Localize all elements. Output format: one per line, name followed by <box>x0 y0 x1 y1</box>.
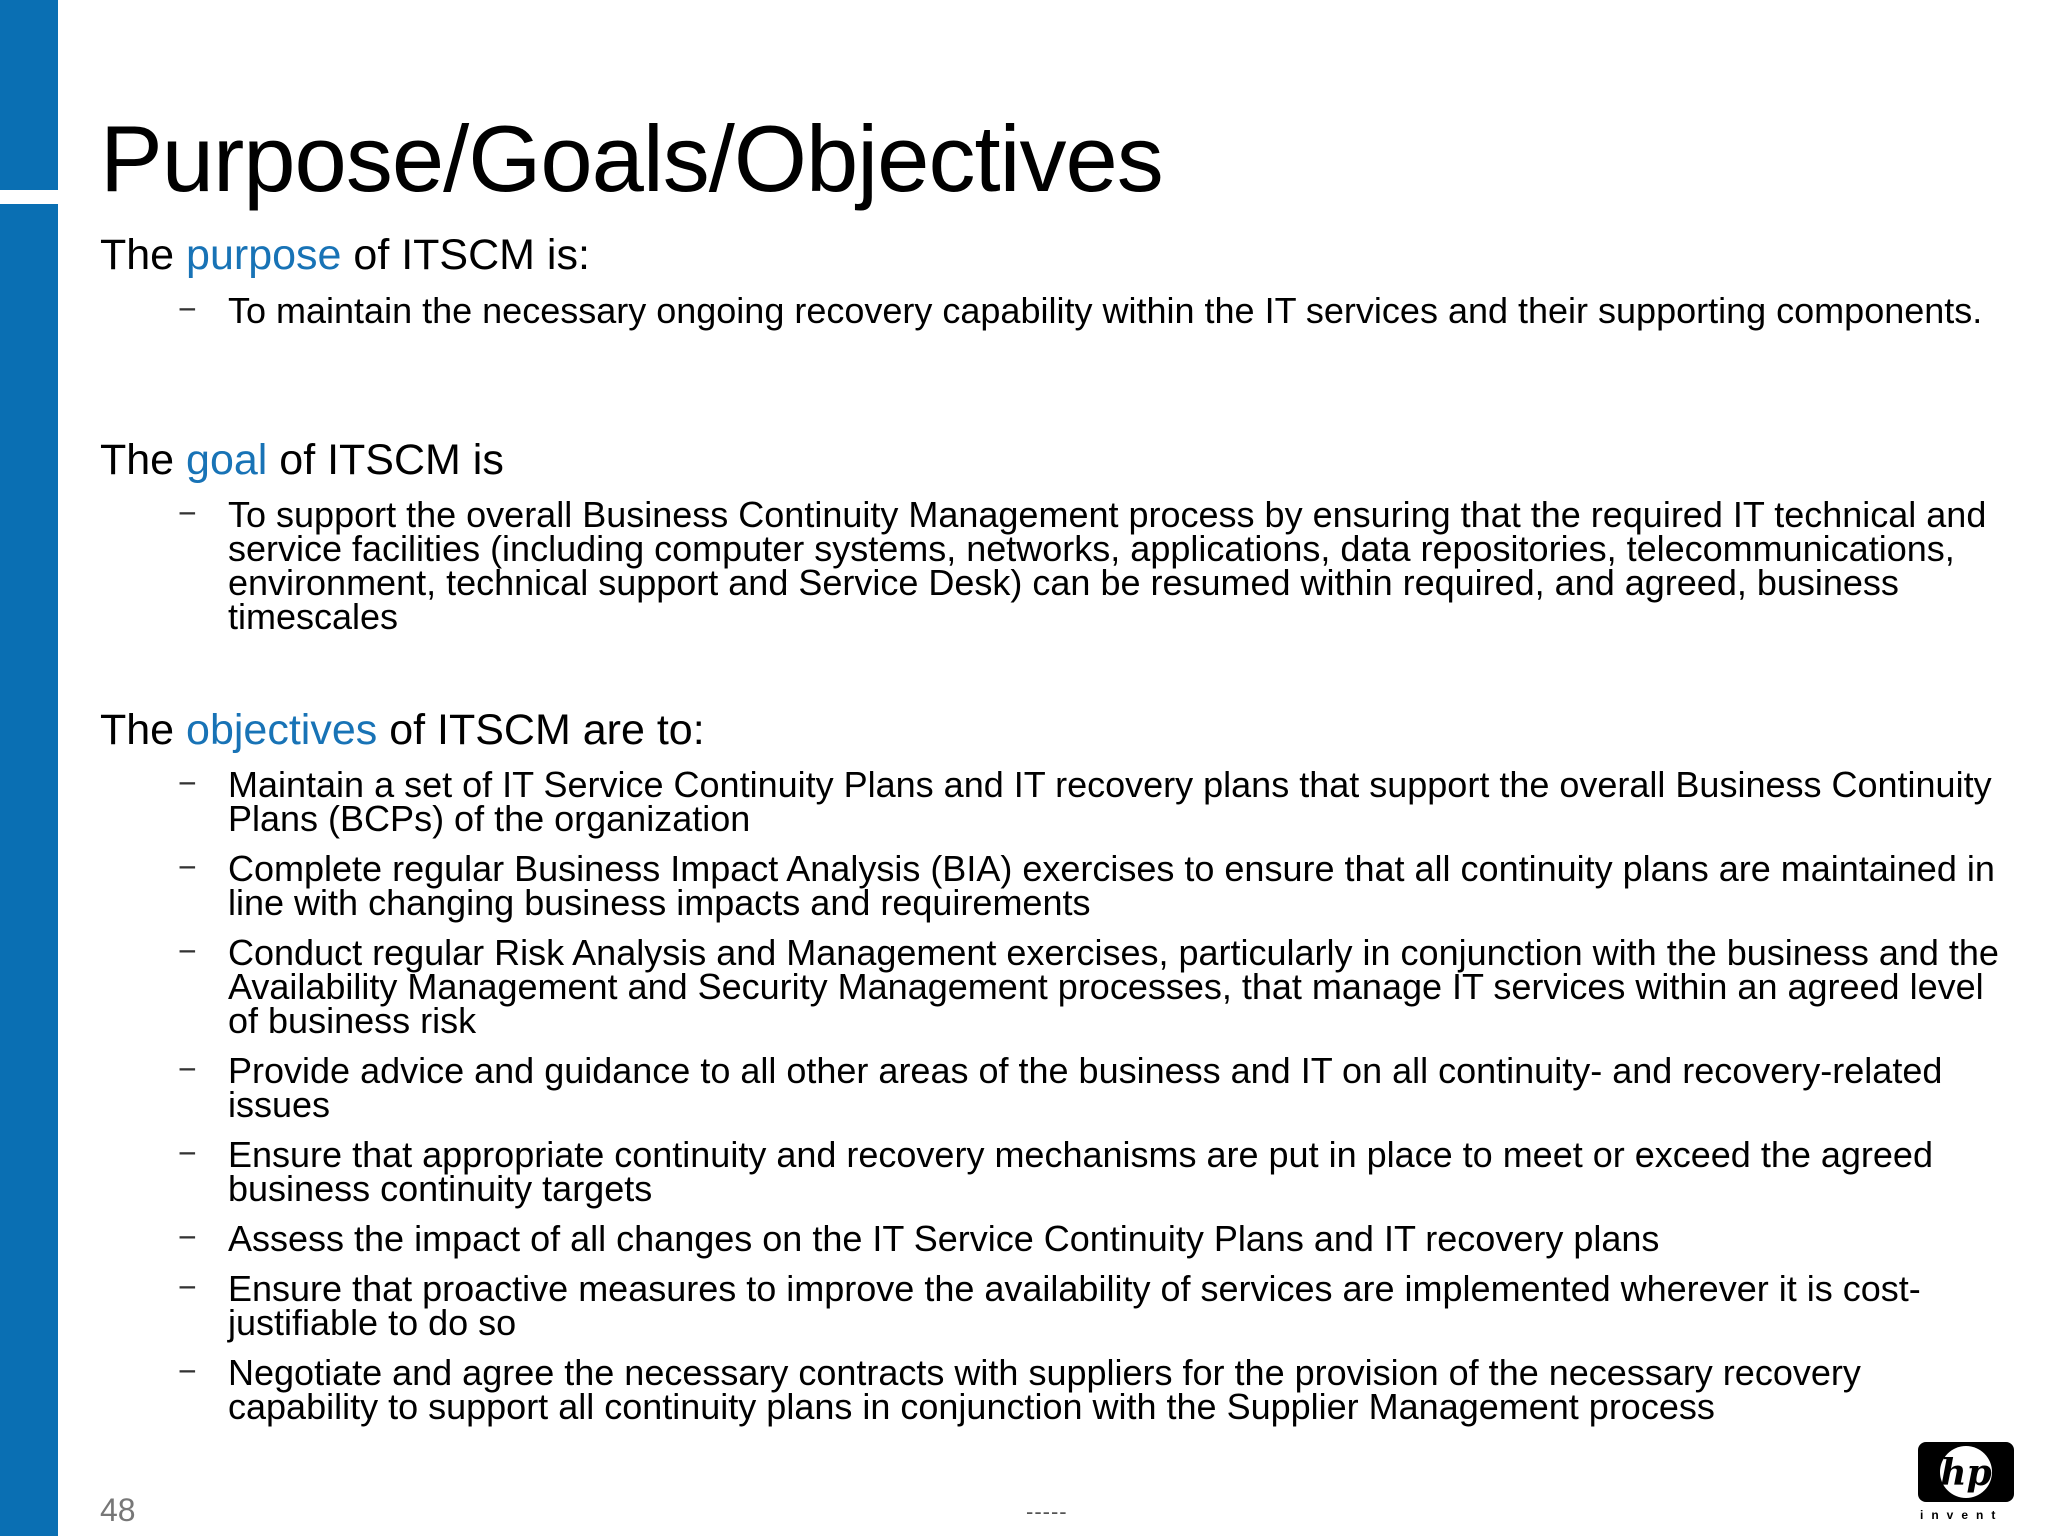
bullet-dash: − <box>178 1269 197 1305</box>
objective-text: Ensure that appropriate continuity and recovery mechanisms are put in place to meet or exceed the agreed business continuity targets <box>228 1134 1933 1209</box>
bullet-dash: − <box>178 933 197 969</box>
objective-item <box>178 1134 2018 1209</box>
bullet-dash: − <box>178 765 197 801</box>
goal-heading <box>100 435 504 485</box>
bullet-dash: − <box>178 1353 197 1389</box>
purpose-bullet-text: To maintain the necessary ongoing recovery capability within the IT services and their supporting components. <box>228 290 1983 331</box>
objective-item <box>178 1050 2018 1125</box>
objective-text: Maintain a set of IT Service Continuity Plans and IT recovery plans that support the overall Business Continuity Plans (BCPs) of the organization <box>228 764 1992 839</box>
objectives-heading-suffix: of ITSCM are to: <box>377 706 705 754</box>
bullet-dash: − <box>178 495 197 531</box>
objective-text: Negotiate and agree the necessary contracts with suppliers for the provision of the necessary recovery capability to support all continuity plans in conjunction with the Supplier Management process <box>228 1352 1861 1427</box>
goal-bullet-text: To support the overall Business Continuity Management process by ensuring that the required IT technical and service facilities (including computer systems, networks, applications, data repositories, telecommunications, environment, technical support and Service Desk) can be resumed within required, and agreed, business timescales <box>228 494 1987 637</box>
objectives-keyword: objectives <box>186 706 378 754</box>
bullet-dash: − <box>178 1135 197 1171</box>
goal-keyword: goal <box>186 436 268 484</box>
objective-text: Ensure that proactive measures to improve the availability of services are implemented wherever it is cost-justifiable to do so <box>228 1268 1921 1343</box>
purpose-heading-suffix: of ITSCM is: <box>341 231 590 279</box>
bullet-dash: − <box>178 291 197 327</box>
objective-text: Assess the impact of all changes on the IT Service Continuity Plans and IT recovery plans <box>228 1218 1660 1259</box>
goal-bullet <box>178 494 2018 637</box>
hp-logo-mark: hp <box>1940 1452 1992 1494</box>
objective-item <box>178 932 2018 1041</box>
purpose-heading-prefix: The <box>100 231 187 279</box>
objective-item <box>178 1268 2018 1343</box>
objective-item <box>178 1352 2018 1427</box>
purpose-keyword: purpose <box>186 231 342 279</box>
objective-item <box>178 764 2018 839</box>
objectives-heading <box>100 705 705 755</box>
objectives-heading-prefix: The <box>100 706 187 754</box>
page-number: 48 <box>100 1492 136 1528</box>
hp-logo-tagline: invent <box>1920 1508 2004 1522</box>
objective-text: Conduct regular Risk Analysis and Management exercises, particularly in conjunction with the business and the Availability Management and Security Management processes, that manage IT services within an agreed level of business risk <box>228 932 1999 1041</box>
purpose-bullet <box>178 290 2018 331</box>
goal-heading-prefix: The <box>100 436 187 484</box>
bullet-dash: − <box>178 849 197 885</box>
goal-heading-suffix: of ITSCM is <box>267 436 504 484</box>
footer-mark: ----- <box>1026 1499 1068 1524</box>
objective-item <box>178 848 2018 923</box>
objective-text: Provide advice and guidance to all other areas of the business and IT on all continuity- and recovery-related issues <box>228 1050 1943 1125</box>
objective-text: Complete regular Business Impact Analysis (BIA) exercises to ensure that all continuity plans are maintained in line with changing business impacts and requirements <box>228 848 1995 923</box>
purpose-heading <box>100 230 590 280</box>
bullet-dash: − <box>178 1051 197 1087</box>
slide-title: Purpose/Goals/Objectives <box>100 106 1163 211</box>
objective-item <box>178 1218 2018 1259</box>
bullet-dash: − <box>178 1219 197 1255</box>
